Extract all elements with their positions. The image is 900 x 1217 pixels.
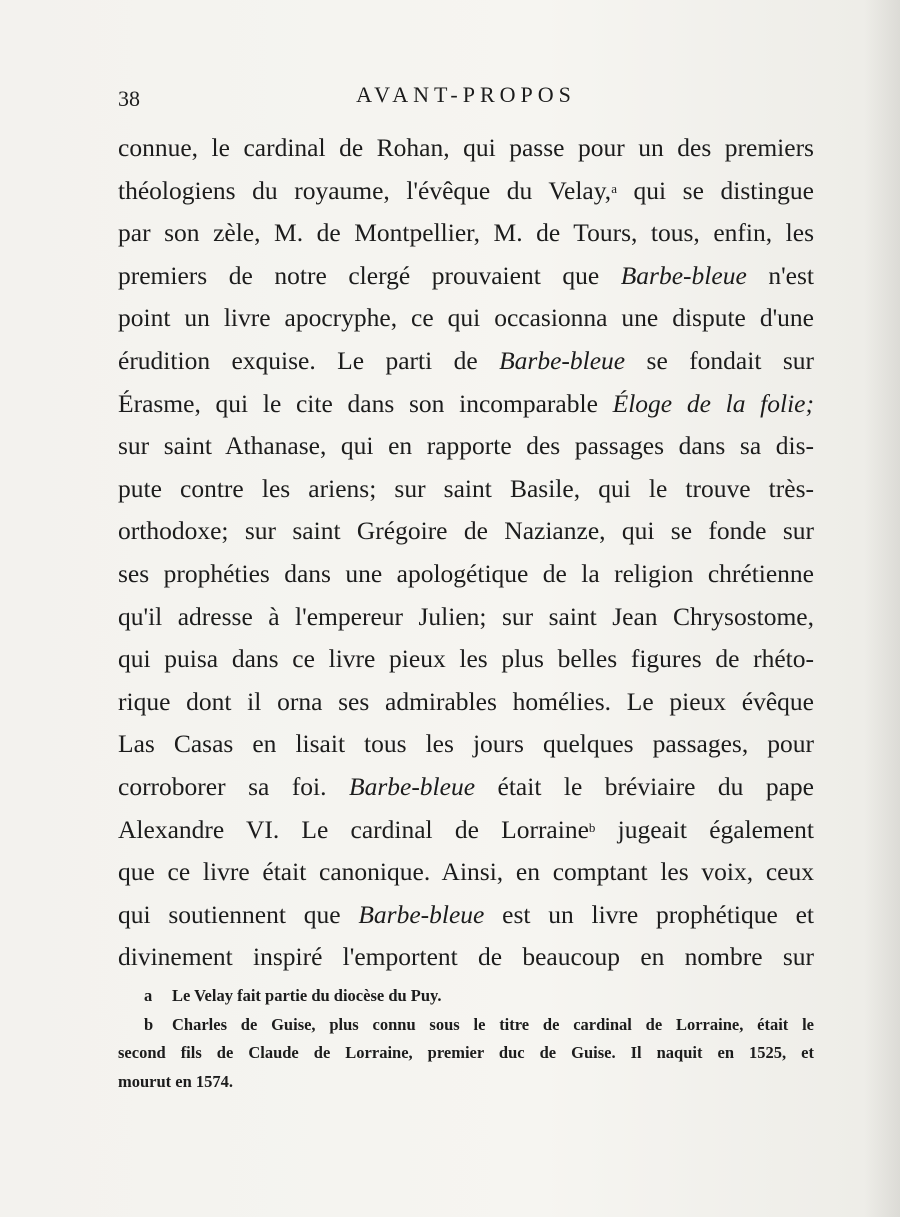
- text-span: théologiens du royaume, l'évêque du Velay,: [118, 175, 612, 205]
- text-span: Alexandre VI. Le cardinal de Lorraine: [118, 814, 589, 844]
- text-span: qui soutiennent que: [118, 899, 359, 929]
- footnote-b: [118, 1011, 814, 1040]
- footnote-mark: b: [144, 1014, 154, 1034]
- text-line: que ce livre était canonique. Ainsi, en comptant les voix, ceux: [118, 857, 814, 887]
- main-text: [118, 127, 814, 979]
- italic-title: Barbe-bleue: [620, 260, 747, 290]
- text-span: jugeait également: [595, 814, 814, 844]
- text-span: se fondait sur: [625, 345, 814, 375]
- text-line: divinement inspiré l'emportent de beaucoup en nombre sur: [118, 942, 814, 972]
- italic-title: Barbe-bleue: [499, 345, 626, 375]
- running-title: AVANT-PROPOS: [356, 82, 576, 107]
- text-line: par son zèle, M. de Montpellier, M. de Tours, tous, enfin, les: [118, 218, 814, 248]
- italic-title: Barbe-bleue: [349, 771, 476, 801]
- footnotes: [118, 982, 814, 1096]
- text-span: érudition exquise. Le parti de: [118, 345, 500, 375]
- footnote-mark: a: [144, 986, 153, 1005]
- text-line: Las Casas en lisait tous les jours quelques passages, pour: [118, 729, 814, 759]
- text-line: [118, 340, 814, 383]
- footnote-b-continued: second fils de Claude de Lorraine, premier duc de Guise. Il naquit en 1525, et: [118, 1043, 814, 1062]
- text-line: [118, 766, 814, 809]
- text-line: ses prophéties dans une apologétique de la religion chrétienne: [118, 558, 814, 588]
- text-span: est un livre prophétique et: [484, 899, 814, 929]
- text-line: orthodoxe; sur saint Grégoire de Nazianze, qui se fonde sur: [118, 516, 814, 546]
- text-line: qu'il adresse à l'empereur Julien; sur saint Jean Chrysostome,: [118, 601, 814, 631]
- text-span: Érasme, qui le cite dans son incomparable: [118, 388, 613, 418]
- text-span: n'est: [746, 260, 814, 290]
- text-line: [118, 255, 814, 298]
- text-line: qui puisa dans ce livre pieux les plus belles figures de rhéto-: [118, 644, 814, 674]
- italic-title: Éloge de la folie;: [612, 388, 814, 418]
- footnote-ref-a: a: [611, 180, 617, 196]
- text-line: pute contre les ariens; sur saint Basile, qui le trouve très-: [118, 473, 814, 503]
- page-header: [118, 80, 814, 120]
- text-line: [118, 383, 814, 426]
- text-line: rique dont il orna ses admirables homélies. Le pieux évêque: [118, 686, 814, 716]
- page-number: 38: [118, 86, 140, 111]
- text-span: était le bréviaire du pape: [475, 771, 814, 801]
- text-line: connue, le cardinal de Rohan, qui passe pour un des premiers: [118, 133, 814, 162]
- text-line: [118, 809, 814, 852]
- footnote-b-continued: mourut en 1574.: [118, 1071, 234, 1091]
- text-span: corroborer sa foi.: [118, 771, 349, 801]
- italic-title: Barbe-bleue: [358, 899, 485, 929]
- footnote-text: Charles de Guise, plus connu sous le titre de cardinal de Lorraine, était le: [172, 1014, 814, 1034]
- text-line: [118, 170, 814, 213]
- text-span: premiers de notre clergé prouvaient que: [118, 260, 621, 290]
- footnote-a: [118, 982, 814, 1011]
- text-span: qui se distingue: [616, 175, 814, 205]
- text-line: sur saint Athanase, qui en rapporte des passages dans sa dis-: [118, 431, 814, 461]
- footnote-text: Le Velay fait partie du diocèse du Puy.: [172, 986, 442, 1005]
- footnote-ref-b: b: [588, 819, 596, 835]
- text-line: [118, 894, 814, 937]
- text-line: point un livre apocryphe, ce qui occasionna une dispute d'une: [118, 303, 814, 333]
